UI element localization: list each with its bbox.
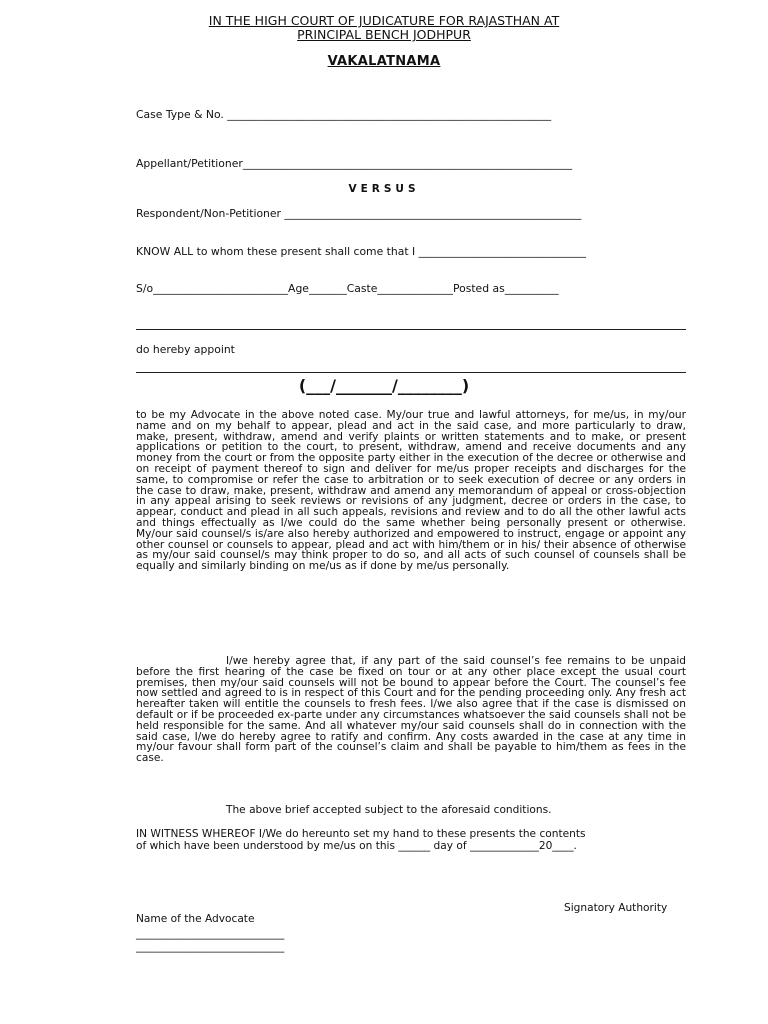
- date-blank: (___/_______/________): [298, 376, 470, 395]
- versus-label: VERSUS: [348, 183, 420, 195]
- witness-line-1: IN WITNESS WHEREOF I/We do hereunto set my hand to these presents the contents: [136, 828, 586, 840]
- court-name-line1: IN THE HIGH COURT OF JUDICATURE FOR RAJASTHAN AT: [208, 13, 560, 28]
- fee-agreement-text: I/we hereby agree that, if any part of the said counsel’s fee remains to be unpaid before the first hearing of the case be fixed on tour or at any other place except the usual court premises, then my/our said counsels will not be bound to appear before the Court. The counsel’s fee now settled and agreed to is in respect of this Court and for the pending proceeding only. Any fresh act hereafter taken will entitle the counsels to fresh fees. I/we also agree that if the case is dismissed on default or if be proceeded ex-parte under any circumstances whatsoever the said counsels shall not be held responsible for the same. And all whatever my/our said counsels shall do in connection with the said case, I/we do hereby agree to ratify and confirm. Any costs awarded in the case at any time in my/our favour shall form part of the counsel’s claim and shall be payable to him/them as fees in the case.: [136, 655, 686, 765]
- advocate-name-blank-1: ____________________________: [136, 928, 285, 940]
- respondent-field: Respondent/Non-Petitioner _______________________________________________________: [136, 207, 582, 220]
- witness-line-2: of which have been understood by me/us on this ______ day of _____________20____.: [136, 840, 577, 852]
- know-all-field: KNOW ALL to whom these present shall come that I _______________________________: [136, 245, 586, 258]
- appoint-label: do hereby appoint: [136, 343, 235, 356]
- case-type-field: Case Type & No. ____________________________________________________________: [136, 108, 552, 121]
- so-age-caste-field: S/o_________________________Age_______Caste______________Posted as__________: [136, 282, 559, 295]
- appellant-field: Appellant/Petitioner_____________________________________________________________: [136, 157, 573, 170]
- blank-line-2: [136, 372, 686, 373]
- authority-paragraph: to be my Advocate in the above noted case. My/our true and lawful attorneys, for me/us, in my/our name and on my behalf to appear, plead and act in the said case, and more particularly to draw, make, present, withdraw, amend and verify plaints or written statements and to make, or present applications or petition to the court, to present, withdraw, amend and receive documents and any money from the court or from the opposite party either in the execution of the decree or otherwise and on receipt of payment thereof to sign and deliver for me/us proper receipts and discharges for the same, to compromise or refer the case to arbitration or to seek execution of decree or any orders in the case to draw, make, present, withdraw and amend any memorandum of appeal or cross-objection in any appeal arising to seek reviews or revisions of any judgment, decree or orders in the case, to appear, conduct and plead in all such appeals, revisions and review and to do all the other lawful acts and things effectually as I/we could do the same whether being personally present or otherwise. My/our said counsel/s is/are also hereby authorized and empowered to instruct, engage or appoint any other counsel or counsels to appear, plead and act with him/them or in his/ their absence of otherwise as my/our said counsel/s may think proper to do so, and all acts of such counsel of counsels shall be equally and similarly binding on me/us as if done by me/us personally.: [136, 409, 686, 573]
- advocate-name-label: Name of the Advocate: [136, 913, 255, 925]
- fee-agreement-paragraph: [136, 656, 686, 764]
- signatory-authority-label: Signatory Authority: [564, 902, 668, 914]
- blank-line-1: [136, 329, 686, 330]
- brief-accepted-text: The above brief accepted subject to the aforesaid conditions.: [226, 804, 552, 816]
- document-title: VAKALATNAMA: [327, 54, 441, 69]
- court-name-line2: PRINCIPAL BENCH JODHPUR: [297, 27, 471, 42]
- advocate-name-blank-2: ____________________________: [136, 941, 285, 953]
